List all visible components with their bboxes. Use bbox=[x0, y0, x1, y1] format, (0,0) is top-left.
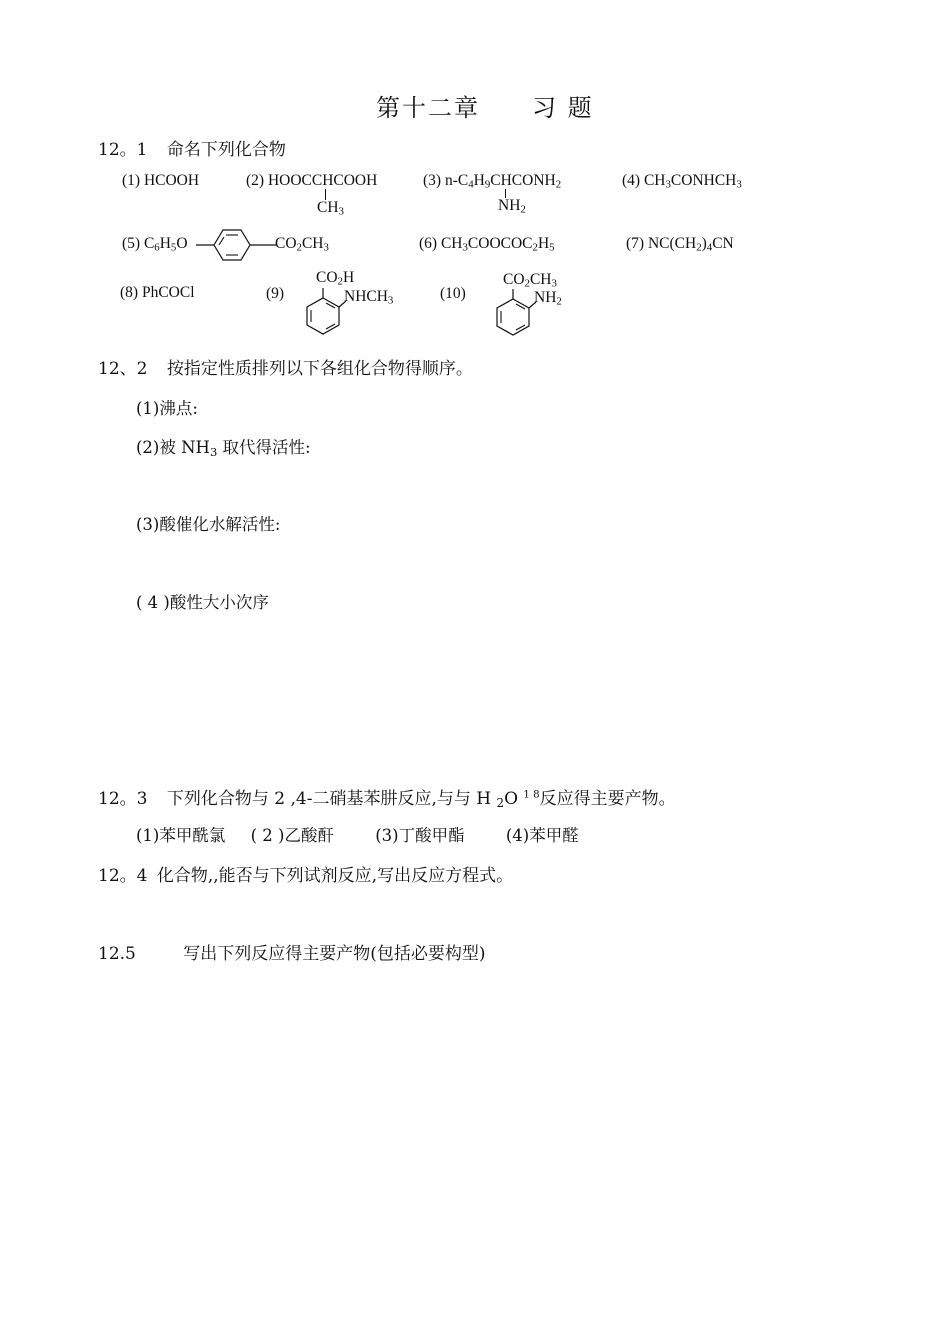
option-3: (3)丁酸甲酯 bbox=[375, 826, 465, 845]
compound-6: (6) $CH_3COOCOC_2H_5$ bbox=[419, 235, 555, 254]
compound-10-label: (10) bbox=[440, 285, 466, 302]
compound-5-group: $CO_2CH_3$ bbox=[275, 235, 329, 254]
question-number: 12。1 bbox=[98, 140, 148, 160]
question-text: 下列化合物与 2 ,4-二硝基苯肼反应,与与 H $_2$O $^{1 8}$反应得主要产物。 bbox=[166, 789, 676, 810]
compound-9-side-group: $NHCH_3$ bbox=[344, 288, 394, 307]
question-12-2-heading bbox=[98, 354, 473, 379]
page-title: 第十二章 习 题 bbox=[376, 94, 594, 122]
compound-9-label: (9) bbox=[266, 285, 285, 302]
benzene-ring-icon bbox=[296, 284, 356, 336]
compound-3-branch: $NH_2$ bbox=[498, 197, 526, 216]
compound-1: (1) HCOOH bbox=[122, 172, 200, 189]
question-number: 12。3 bbox=[98, 789, 148, 809]
compound-2: (2) HOOCCHCOOH bbox=[246, 172, 378, 189]
question-12-2-item-3: (3)酸催化水解活性: bbox=[136, 515, 281, 534]
option-1: (1)苯甲酰氯 bbox=[136, 826, 226, 845]
question-12-2-item-4: ( 4 )酸性大小次序 bbox=[136, 593, 269, 612]
question-12-2-item-2: (2)被 $NH_3$ 取代得活性: bbox=[136, 438, 311, 459]
compound-7: (7) $NC(CH_2)_4CN$ bbox=[626, 235, 734, 254]
question-number: 12.5 bbox=[98, 944, 136, 964]
compound-8: (8) PhCOCl bbox=[120, 284, 195, 301]
question-12-2-item-1: (1)沸点: bbox=[136, 399, 198, 418]
compound-4: (4) $CH_3CONHCH_3$ bbox=[622, 172, 742, 191]
benzene-ring-icon bbox=[190, 222, 280, 268]
option-2: ( 2 )乙酸酐 bbox=[250, 826, 334, 845]
compound-5-label: (5) $C_6H_5O$ bbox=[122, 235, 188, 254]
question-12-4-heading bbox=[98, 861, 513, 886]
compound-10-top-group: $CO_2CH_3$ bbox=[503, 271, 557, 290]
question-12-1-heading bbox=[98, 135, 286, 160]
question-12-5-heading bbox=[98, 939, 486, 964]
question-12-3-heading bbox=[98, 784, 676, 810]
option-4: (4)苯甲醛 bbox=[505, 826, 579, 845]
compound-10-side-group: $NH_2$ bbox=[534, 289, 562, 308]
question-text: 命名下列化合物 bbox=[166, 140, 286, 160]
compound-3: (3) $n-C_4H_9CHCONH_2$ bbox=[423, 172, 562, 191]
question-text: 按指定性质排列以下各组化合物得顺序。 bbox=[166, 359, 473, 379]
question-number: 12、2 bbox=[98, 359, 148, 379]
compound-2-branch: $CH_3$ bbox=[317, 199, 344, 218]
question-12-3-options bbox=[136, 822, 579, 846]
question-text: 写出下列反应得主要产物(包括必要构型) bbox=[183, 944, 486, 964]
question-text: 化合物,,能否与下列试剂反应,写出反应方程式。 bbox=[156, 866, 514, 886]
compound-9-top-group: $CO_2H$ bbox=[316, 269, 355, 288]
benzene-ring-icon bbox=[486, 285, 546, 337]
question-number: 12。4 bbox=[98, 866, 148, 886]
